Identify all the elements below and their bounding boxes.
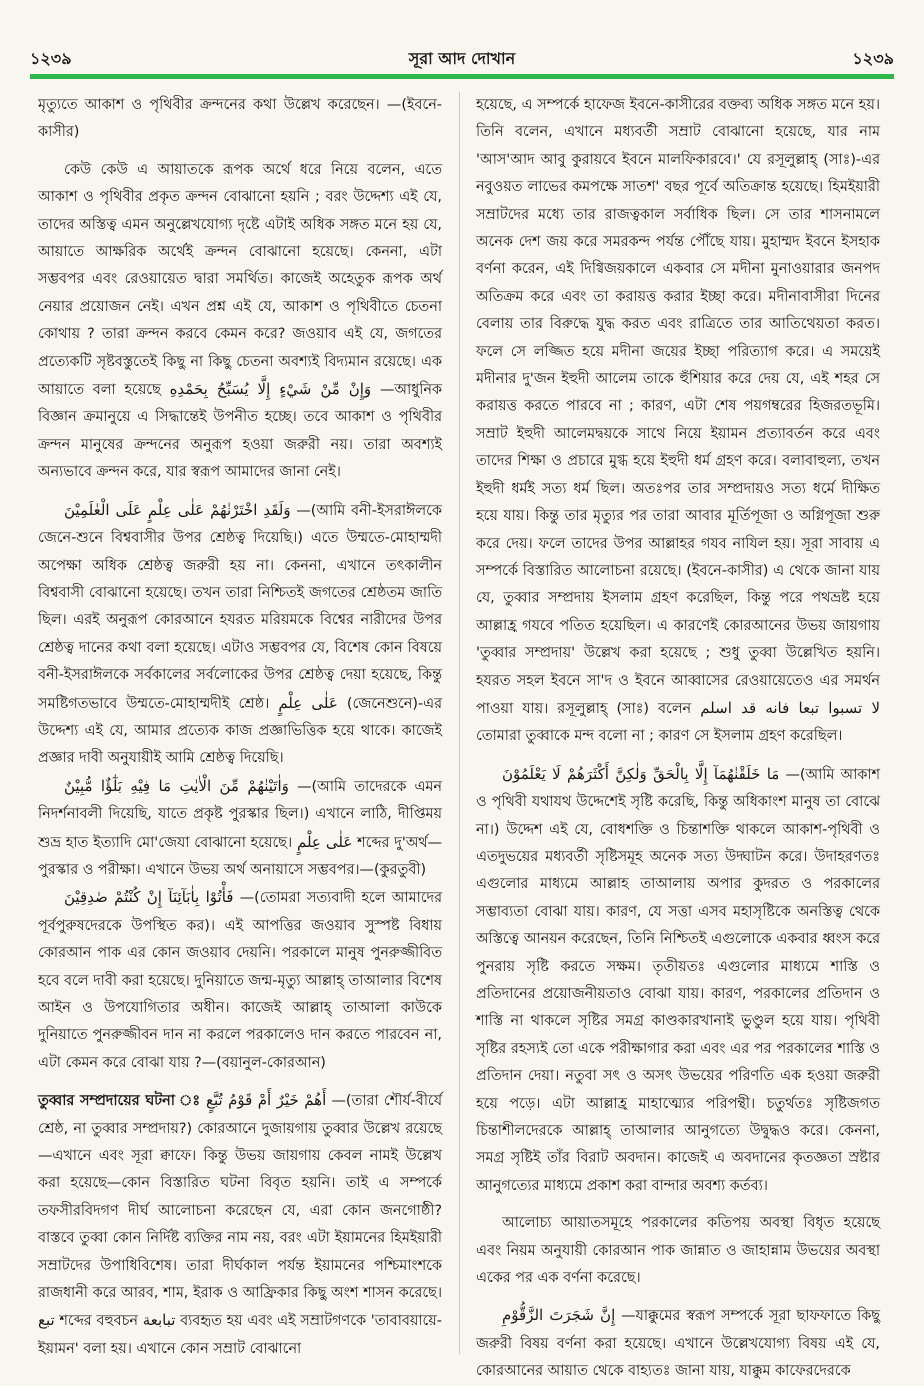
left-column — [38, 92, 443, 1357]
arabic-verse-5: أَهُمْ خَيْرٌ أَمْ قَوْمُ تُبَّعٍ — [205, 1091, 327, 1110]
left-p2b: —আধুনিক বিজ্ঞান ক্রমানুয়ে এ সিদ্ধান্তেই উপনীত হচ্ছে। তবে আকাশ ও পৃথিবীর ক্রন্দন মানুষের ক্রন্দনের অনুরূপ হওয়া জরুরী নয়। তারা অবশ্যই অন্যভাবে ক্রন্দন করে, যার স্বরূপ আমাদের জানা নেই। — [38, 382, 442, 481]
left-p6b: শব্দের বহুবচন — [59, 1313, 138, 1330]
left-paragraph-1: মৃত্যুতে আকাশ ও পৃথিবীর ক্রন্দনের কথা উল্লেখ করেছেন। —(ইবনে-কাসীর) — [38, 97, 442, 141]
arabic-term-1: عَلٰى عِلْمٍ — [278, 693, 338, 712]
left-paragraph-4 — [38, 773, 442, 885]
left-p6c: ব্যবহৃত হয় এবং এই সম্রাটগণকে 'তাবাবয়ায়ে-ইয়ামন' বলা হয়। এখানে কোন সম্রাট বোঝানো — [38, 1313, 442, 1357]
left-p3b: (জেনেশুনে)-এর উদ্দেশ্য এই যে, আমার প্রত্যেক কাজ প্রজ্ঞাভিত্তিক হয়ে থাকে। কাজেই প্রজ্ঞার দাবী অনুযায়ীই আমি শ্রেষ্ঠত্ব দিয়েছি। — [38, 695, 443, 767]
left-p6: —(তারা শৌর্য-বীর্যে শ্রেষ্ঠ, না তুব্বার সম্প্রদায়?) কোরআনে দুজায়গায় তুব্বার উল্লেখ রয়েছে—এখানে এবং সূরা ক্বাফে। কিন্তু উভয় জায়গায় কেবল নামই উল্লেখ করা হয়েছে—কোন বিস্তারিত ঘটনা বিবৃত হয়নি। তাই এ সম্পর্কে তফসীরবিদগণ দীর্ঘ আলোচনা করেছেন যে, এরা কোন জনগোষ্ঠী? বাস্তবে তুব্বা কোন নির্দিষ্ট ব্যক্তির নাম নয়, বরং এটা ইয়ামনের হিমইয়ারী সম্রাটদের উপাধিবিশেষ। তারা দীর্ঘকাল পর্যন্ত ইয়ামনের পশ্চিমাংশকে রাজধানী করে আরব, শাম, ইরাক ও আফ্রিকার কিছু অংশ শাসন করেছে। — [38, 1093, 443, 1302]
left-p3: —(আমি বনী-ইসরাঈলকে জেনে-শুনে বিশ্ববাসীর উপর শ্রেষ্ঠত্ব দিয়েছি।) এতে উম্মতে-মোহাম্মদী অপেক্ষা অধিক শ্রেষ্ঠত্ব জরুরী হয় না। কেননা, এখানে তৎকালীন বিশ্ববাসী বোঝানো হয়েছে। তখন তারা নিশ্চিতই জগতের শ্রেষ্ঠতম জাতি ছিল। এরই অনুরূপ কোরআনে হযরত মরিয়মকে বিশ্বের নারীদের উপর শ্রেষ্ঠত্ব দানের কথা বলা হয়েছে। এটাও সম্ভবপর যে, বিশেষ কোন বিষয়ে বনী-ইসরাঈলকে সর্বকালের সর্বলোকের উপর শ্রেষ্ঠত্ব দেয়া হয়েছে, কিন্তু সমষ্টিগতভাবে উম্মতে-মোহাম্মদীই শ্রেষ্ঠ। — [38, 502, 442, 712]
right-p2: —(আমি আকাশ ও পৃথিবী যথাযথ উদ্দেশেই সৃষ্টি করেছি, কিন্তু অধিকাংশ মানুষ তা বোঝে না।) উদ্দেশ এই যে, বোধশক্তি ও চিন্তাশক্তি থাকলে আকাশ-পৃথিবী ও এতদুভয়ের মধ্যবর্তী সৃষ্টিসমূহ অনেক সত্য উদ্ঘাটন করে। উদাহরণতঃ এগুলোর মাধ্যমে আল্লাহ তাআলায় অপার কুদরত ও পরকালের সম্ভাব্যতা বোঝা যায়। কারণ, যে সত্তা এসব মহাসৃষ্টিকে অনস্তিত্ব থেকে অস্তিত্বে আনয়ন করেছেন, তিনি নিশ্চিতই এগুলোকে একবার ধ্বংস করে পুনরায় সৃষ্টি করতে সক্ষম। তৃতীয়তঃ এগুলোর মাধ্যমে শাস্তি ও প্রতিদানের প্রয়োজনীয়তাও বোঝা যায়। কারণ, পরকালের প্রতিদান ও শাস্তি না থাকলে সৃষ্টির সমগ্র কাণ্ডকারখানাই ভুণ্ডুল হয়ে যায়। পৃথিবী সৃষ্টির রহস্যই তো একে পরীক্ষাগার করা এবং এর পর পরকালের শাস্তি ও প্রতিদান দেয়া। নতুবা সৎ ও অসৎ উভয়ের পরিণতি এক হওয়া জরুরী হয়ে পড়ে। এটা আল্লাহ্র মাহাত্ম্যের পরিপন্থী। চতুর্থতঃ সৃষ্টিজগত চিন্তাশীলদেরকে আল্লাহ্ তাআলার আনুগত্যে উদ্বুদ্ধও করে। কেননা, সমগ্র সৃষ্টিই তাঁর বিরাট অবদান। কাজেই এ অবদানের কৃতজ্ঞতা স্রষ্টার আনুগত্যের মাধ্যমে প্রকাশ করা বান্দার অবশ্য কর্তব্য। — [476, 766, 881, 1194]
arabic-verse-6: مَا خَلَقْنٰهُمَآ إِلَّا بِالْحَقِّ وَلٰكِنَّ أَكْثَرَهُمْ لَا يَعْلَمُوْنَ — [502, 764, 780, 783]
page-number-left: ১২৩৯ — [30, 49, 72, 68]
column-divider — [459, 92, 460, 1354]
surah-title: সূরা আদ দোখান — [408, 49, 516, 68]
arabic-verse-2: وَلَقَدِ اخْتَرْنٰهُمْ عَلٰى عِلْمٍ عَلَى الْعٰلَمِيْنَ — [64, 500, 291, 519]
right-paragraph-1 — [476, 92, 880, 751]
right-column — [476, 92, 881, 1380]
left-paragraph-6 — [38, 1087, 442, 1363]
left-p2a: কেউ কেউ এ আয়াতকে রূপক অর্থে ধরে নিয়ে বলেন, এতে আকাশ ও পৃথিবীর প্রকৃত ক্রন্দন বোঝানো হয়নি ; বরং উদ্দেশ্য এই যে, তাদের অস্তিত্ব এমন অনুল্লেখযোগ্য দৃষ্টে এটাই অধিক সঙ্গত মনে হয় যে, আয়াতে আক্ষরিক অর্থেই ক্রন্দন বোঝানো হয়েছে। কেননা, এটা সম্ভবপর এবং রেওয়ায়েত দ্বারা সমর্থিত। কাজেই অহেতুক রূপক অর্থ নেয়ার প্রয়োজন নেই। এখন প্রশ্ন এই যে, আকাশ ও পৃথিবীতে চেতনা কোথায় ? তারা ক্রন্দন করবে কেমন করে? জওয়াব এই যে, জগতের প্রত্যেকটি সৃষ্টবস্তুতেই কিছু না কিছু চেতনা অবশ্যই বিদ্যমান রয়েছে। এক আয়াতে বলা হয়েছে — [38, 161, 442, 399]
right-paragraph-4 — [476, 1302, 880, 1385]
arabic-verse-1: وَإِنْ مِّنْ شَيْءٍ إِلَّا يُسَبِّحُ بِحَمْدِهِ — [169, 380, 372, 399]
header-green-rule — [30, 74, 894, 79]
right-paragraph-2 — [476, 761, 880, 1201]
right-p1: হয়েছে, এ সম্পর্কে হাফেজ ইবনে-কাসীরের বক্তব্য অধিক সঙ্গত মনে হয়। তিনি বলেন, এখানে মধ্যবর্তী সম্রাট বোঝানো হয়েছে, যার নাম 'আস'আদ আবু কুরায়বে ইবনে মালফিকারবে।' যে রসূলুল্লাহ্ (সাঃ)-এর নবুওয়ত লাভের কমপক্ষে সাতশ' বছর পূর্বে অতিক্রান্ত হয়েছে। হিমইয়ারী সম্রাটদের মধ্যে তার রাজত্বকাল সর্বাধিক ছিল। সে তার শাসনামলে অনেক দেশ জয় করে সমরকন্দ পর্যন্ত পৌঁছে যায়। মুহাম্মদ ইবনে ইসহাক বর্ণনা করেন, এই দিগ্বিজয়কালে একবার সে মদীনা মুনাওয়ারার জনপদ অতিক্রম করে এবং তা করায়ত্ত করার ইচ্ছা করে। মদীনাবাসীরা দিনের বেলায় তার বিরুদ্ধে যুদ্ধ করত এবং রাত্রিতে তার আতিথেয়তা করত। ফলে সে লজ্জিত হয়ে মদীনা জয়ের ইচ্ছা পরিত্যাগ করে। এ সময়েই মদীনার দু'জন ইহুদী আলেম তাকে হুঁশিয়ার করে দেয় যে, এই শহর সে করায়ত্ত করতে পারবে না ; কারণ, এটা শেষ পয়গম্বরের হিজরতভূমি। সম্রাট ইহুদী আলেমদ্বয়কে সাথে নিয়ে ইয়ামন প্রত্যাবর্তন করে এবং তাদের শিক্ষা ও প্রচারে মুগ্ধ হয়ে ইহুদী ধর্ম গ্রহণ করে। বলাবাহুল্য, তখন ইহুদী ধর্মই সত্য ধর্ম ছিল। অতঃপর তার সম্প্রদায়ও সত্য ধর্মে দীক্ষিত হয়ে যায়। কিন্তু তার মৃত্যুর পর তারা আবার মূর্তিপূজা ও অগ্নিপূজা শুরু করে দেয়। ফলে তাদের উপর আল্লাহর গযব নাযিল হয়। সূরা সাবায় এ সম্পর্কে বিস্তারিত আলোচনা রয়েছে। (ইবনে-কাসীর) এ থেকে জানা যায় যে, তুব্বার সম্প্রদায় ইসলাম গ্রহণ করেছিল, কিন্তু পরে পথভ্রষ্ট হয়ে আল্লাহ্র গযবে পতিত হয়েছিল। এ কারণেই কোরআনের উভয় জায়গায় 'তুব্বার সম্প্রদায়' উল্লেখ করা হয়েছে ; শুধু তুব্বা উল্লেখিত হয়নি। হযরত সহল ইবনে সা'দ ও ইবনে আব্বাসের রেওয়ায়েতেও এর সমর্থন পাওয়া যায়। রসূলুল্লাহ্ (সাঃ) বলেন — [476, 97, 880, 717]
arabic-word-tubba: تبع — [38, 1311, 55, 1330]
arabic-term-2: عَلٰى عِلْمٍ — [296, 832, 353, 851]
arabic-word-tababia: تبابعة — [142, 1311, 176, 1330]
arabic-verse-7: إِنَّ شَجَرَتَ الزَّقُّوْمِ — [502, 1306, 616, 1325]
arabic-verse-4: فَأْتُوْا بِاٰبَآئِنَآ إِنْ كُنْتُمْ صٰدِقِيْنَ — [64, 888, 234, 907]
left-paragraph-3 — [38, 497, 442, 773]
arabic-verse-3: وَاٰتَيْنٰهُمْ مِّنَ الْاٰيٰتِ مَا فِيْهِ بَلٰٓؤٌا مُّبِيْنٌ — [64, 776, 289, 795]
left-p4: —(আমি তাদেরকে এমন নিদর্শনাবলী দিয়েছি, যাতে প্রকৃষ্ট পুরস্কার ছিল।) এখানে লাঠি, দীপ্তিময় শুভ্র হাত ইত্যাদি মো'জেযা বোঝানো হয়েছে। — [38, 778, 442, 851]
right-p1b: তোমারা তুব্বাকে মন্দ বলো না ; কারণ সে ইসলাম গ্রহণ করেছিল। — [476, 728, 843, 745]
left-paragraph-2 — [38, 157, 442, 487]
page-header — [30, 46, 894, 74]
right-p4: —যাক্কুমের স্বরূপ সম্পর্কে সূরা ছাফফাতে কিছু জরুরী বিষয় বর্ণনা করা হয়েছে। এখানে উল্লেখযোগ্য বিষয় এই যে, কোরআনের আয়াত থেকে বাহ্যতঃ জানা যায়, যাক্কুম কাফেরদেরকে — [476, 1308, 881, 1380]
arabic-hadith: لا تسبوا تبعا فانه قد اسلم — [700, 698, 881, 717]
right-paragraph-3: আলোচ্য আয়াতসমূহে পরকালের কতিপয় অবস্থা বিধৃত হয়েছে এবং নিয়ম অনুযায়ী কোরআন পাক জান্নাত ও জাহান্নাম উভয়ের অবস্থা একের পর এক বর্ণনা করেছে। — [476, 1215, 880, 1287]
left-p4b: শব্দের দু'অর্থ—পুরস্কার ও পরীক্ষা। এখানে উভয় অর্থ অনায়াসে সম্ভবপর।—(কুরতুবী) — [38, 834, 442, 878]
page-number-right: ১২৩৯ — [852, 49, 894, 68]
left-p5: —(তোমরা সত্যবাদী হলে আমাদের পূর্বপুরুষদেরকে উপস্থিত কর)। এই আপত্তির জওয়াব সুস্পষ্ট বিধায় কোরআন পাক এর কোন জওয়াব দেয়নি। পরকালে মানুষ পুনরুজ্জীবিত হবে বলে দাবী করা হয়েছে। দুনিয়াতে জন্ম-মৃত্যু আল্লাহ্ তাআলার বিশেষ আইন ও উপযোগিতার অধীন। কাজেই আল্লাহ্ তাআলা কাউকে দুনিয়াতে পুনরুজ্জীবন দান না করলে পরকালেও দান করতে পারবেন না, এটা কেমন করে বোঝা যায় ?—(বয়ানুল-কোরআন) — [38, 890, 442, 1071]
left-paragraph-5 — [38, 884, 442, 1077]
section-heading-tubba: তুব্বার সম্প্রদায়ের ঘটনা ঃ — [38, 1093, 201, 1110]
